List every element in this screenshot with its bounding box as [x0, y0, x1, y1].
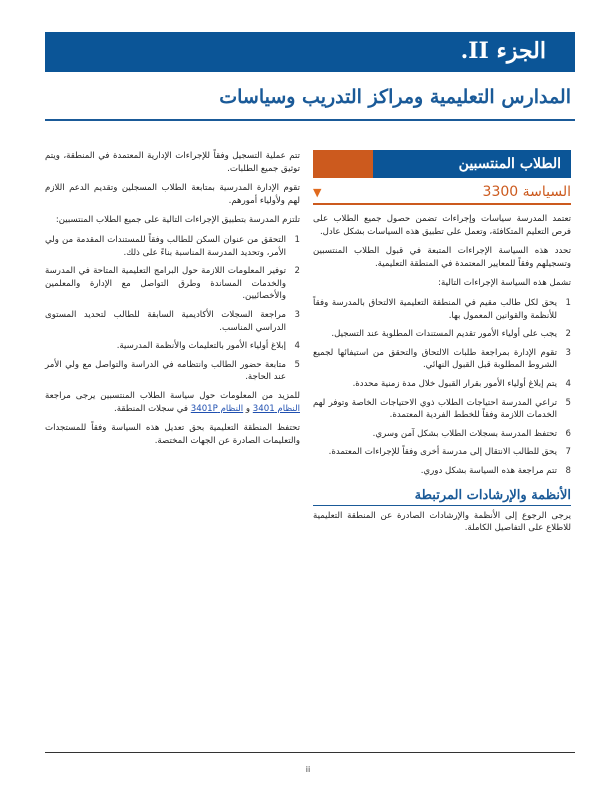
list-item: [313, 347, 571, 372]
list-number: 4: [565, 378, 571, 389]
regulation-link-3401[interactable]: النظام 3401: [252, 403, 300, 414]
paragraph-with-links: [45, 390, 300, 415]
list-item: [313, 328, 571, 341]
list-text: تحتفظ المدرسة بسجلات الطلاب بشكل آمن وسري.: [372, 428, 557, 439]
policy-list: [313, 297, 571, 478]
section-band-title: الطلاب المنتسبين: [458, 156, 561, 172]
right-column: [313, 150, 571, 542]
list-number: 1: [294, 234, 300, 245]
list-number: 5: [565, 397, 571, 408]
paragraph: تقوم الإدارة المدرسية بمتابعة الطلاب المسجلين وتقديم الدعم اللازم لهم ولأولياء أمورهم.: [45, 183, 300, 206]
list-text: مراجعة السجلات الأكاديمية السابقة للطالب لتحديد المستوى الدراسي المناسب.: [45, 309, 286, 333]
regulation-link-3401p[interactable]: النظام 3401P: [190, 403, 244, 414]
list-item: [45, 359, 300, 384]
closing-text-mid: و: [243, 403, 253, 414]
list-number: 1: [565, 297, 571, 308]
list-item: [313, 297, 571, 322]
list-text: إبلاغ أولياء الأمور بالتعليمات والأنظمة المدرسية.: [116, 341, 286, 352]
list-text: يتم إبلاغ أولياء الأمور بقرار القبول خلال مدة زمنية محددة.: [352, 378, 557, 389]
list-item: [45, 265, 300, 303]
paragraph: تحدد هذه السياسة الإجراءات المتبعة في قبول الطلاب المنتسبين وتسجيلهم وفقاً للمعايير المعتمدة في المنطقة التعليمية.: [313, 246, 571, 269]
paragraph: تلتزم المدرسة بتطبيق الإجراءات التالية على جميع الطلاب المنتسبين:: [55, 215, 300, 226]
section-band: [313, 150, 571, 178]
list-number: 7: [565, 447, 571, 458]
list-text: يجب على أولياء الأمور تقديم المستندات المطلوبة عند التسجيل.: [331, 329, 557, 340]
closing-text-post: في سجلات المنطقة.: [114, 403, 191, 414]
list-item: [313, 428, 571, 441]
list-text: تراعي المدرسة احتياجات الطلاب ذوي الاحتياجات الخاصة وتوفر لهم الخدمات اللازمة وفقاً للخطط الفردية المعتمدة.: [313, 397, 557, 421]
list-text: تتم مراجعة هذه السياسة بشكل دوري.: [420, 465, 557, 476]
triangle-down-icon: ▼: [313, 185, 322, 199]
section-policy-heading: [313, 184, 571, 205]
closing-text-pre: للمزيد من المعلومات حول سياسة الطلاب المنتسبين يرجى مراجعة: [45, 390, 300, 401]
page-subtitle: المدارس التعليمية ومراكز التدريب وسياسات: [219, 86, 571, 108]
related-regulations-heading: الأنظمة والإرشادات المرتبطة: [313, 488, 571, 506]
list-item: [45, 340, 300, 353]
policy-number: السياسة 3300: [482, 184, 571, 200]
paragraph: تحتفظ المنطقة التعليمية بحق تعديل هذه السياسة وفقاً للمستجدات والتعليمات الصادرة عن الجهات المختصة.: [45, 423, 300, 446]
procedure-list: [45, 234, 300, 384]
list-item: [45, 234, 300, 259]
paragraph: تتم عملية التسجيل وفقاً للإجراءات الإدارية المعتمدة في المنطقة، ويتم توثيق جميع الطلبات.: [45, 151, 300, 174]
list-text: تقوم الإدارة بمراجعة طلبات الالتحاق والتحقق من استيفائها لجميع الشروط المطلوبة قبل القبول النهائي.: [313, 347, 557, 371]
list-number: 4: [294, 341, 300, 352]
list-item: [313, 465, 571, 478]
list-item: [313, 446, 571, 459]
list-number: 8: [565, 465, 571, 476]
list-text: يحق لكل طالب مقيم في المنطقة التعليمية الالتحاق بالمدرسة وفقاً للأنظمة والقوانين المعمول بها.: [313, 297, 557, 321]
list-number: 3: [294, 309, 300, 320]
list-number: 2: [565, 329, 571, 340]
list-number: 2: [294, 266, 300, 277]
subtitle-divider: [45, 119, 575, 121]
list-item: [313, 397, 571, 422]
list-item: [45, 309, 300, 334]
list-text: متابعة حضور الطالب وانتظامه في الدراسة والتواصل مع ولي الأمر عند الحاجة.: [45, 359, 286, 383]
page-title: الجزء II.: [460, 38, 546, 64]
list-text: التحقق من عنوان السكن للطالب وفقاً للمستندات المقدمة من ولي الأمر، وتحديد المدرسة المناسبة بناءً على ذلك.: [45, 234, 286, 258]
paragraph: تشمل هذه السياسة الإجراءات التالية:: [438, 278, 571, 289]
left-column: [45, 150, 300, 454]
list-text: يحق للطالب الانتقال إلى مدرسة أخرى وفقاً للإجراءات المعتمدة.: [328, 447, 557, 458]
list-number: 6: [565, 428, 571, 439]
paragraph: يرجى الرجوع إلى الأنظمة والإرشادات الصادرة عن المنطقة التعليمية للاطلاع على التفاصيل الكاملة.: [313, 510, 571, 534]
list-text: توفير المعلومات اللازمة حول البرامج التعليمية المتاحة في المدرسة والخدمات المساندة وطرق التواصل مع الإدارة والمعلمين والأخصائيين.: [45, 266, 286, 302]
footer-divider: [45, 752, 575, 753]
page-number: ii: [305, 765, 311, 774]
list-number: 3: [565, 347, 571, 358]
list-item: [313, 378, 571, 391]
list-number: 5: [294, 359, 300, 370]
paragraph: تعتمد المدرسة سياسات وإجراءات تضمن حصول جميع الطلاب على فرص التعليم المتكافئة، وتعمل على تطبيق هذه السياسات بشكل عادل.: [313, 214, 571, 237]
